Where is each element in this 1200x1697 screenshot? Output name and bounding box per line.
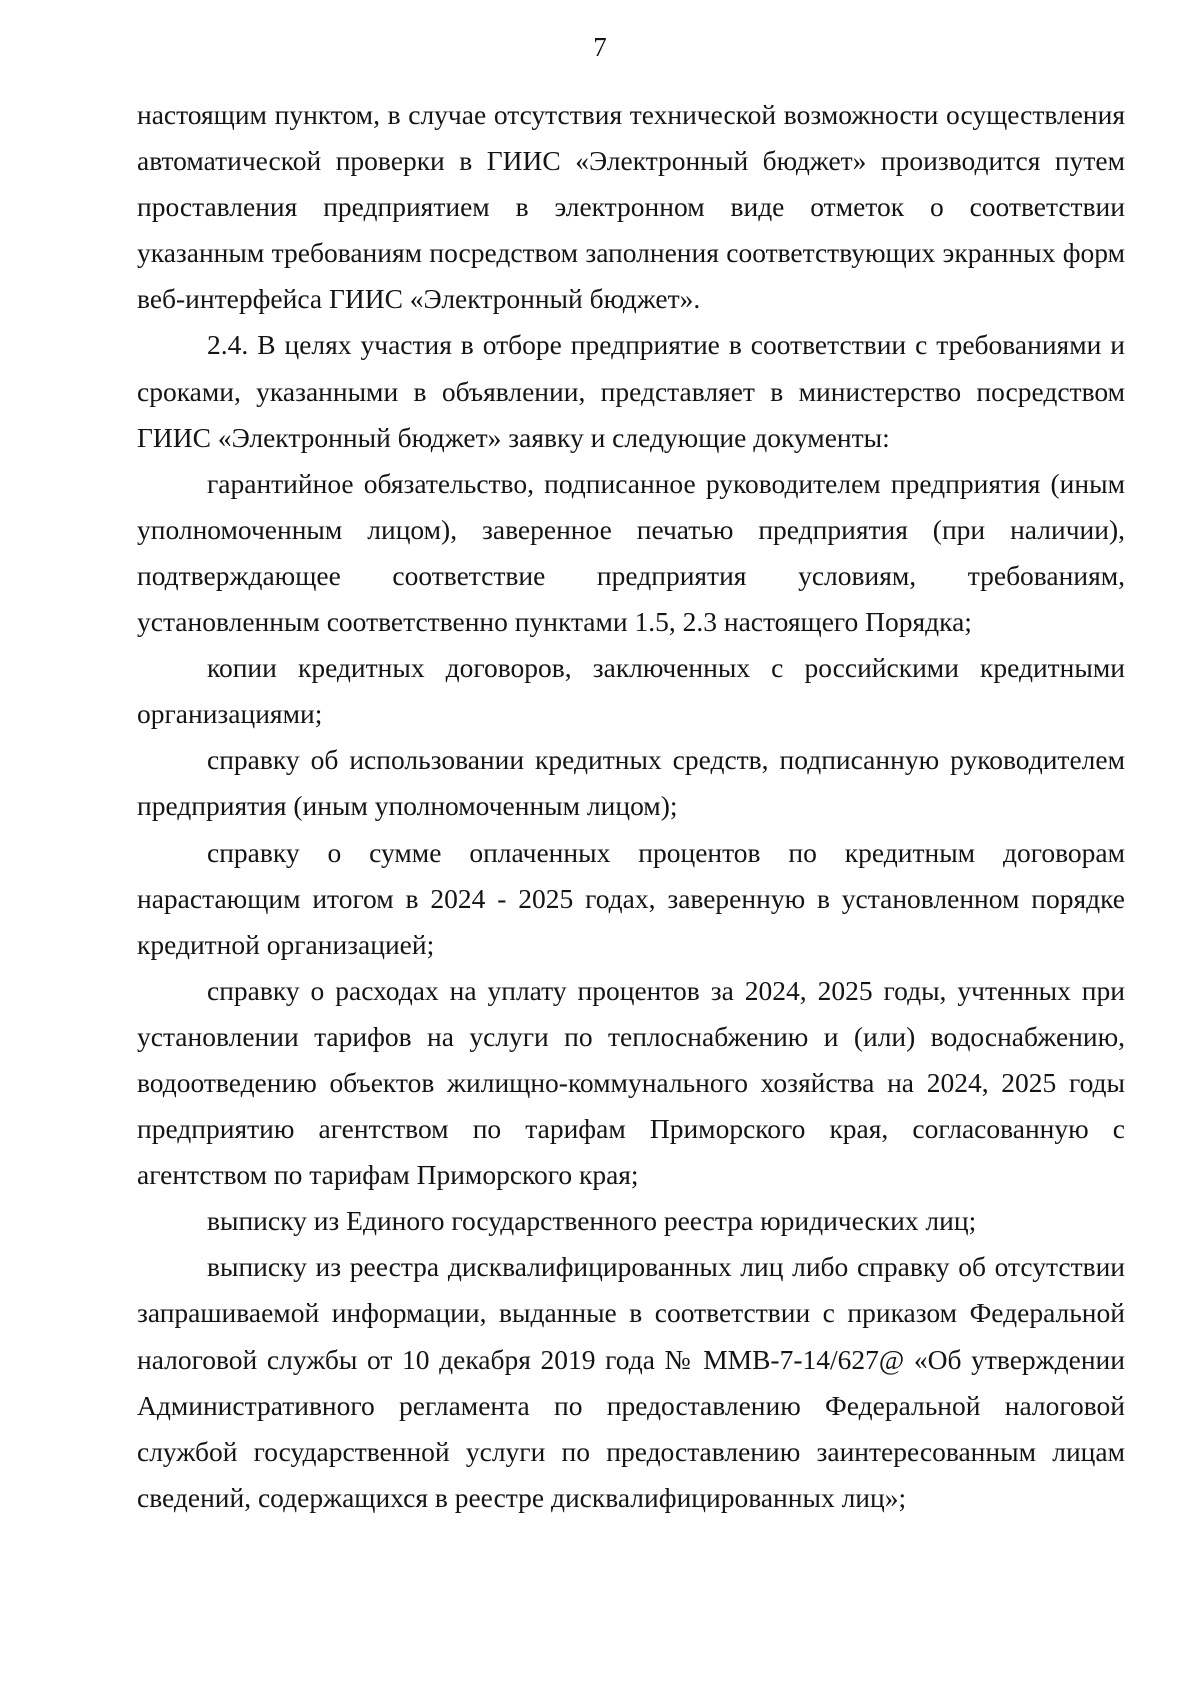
paragraph-guarantee-obligation: гарантийное обязательство, подписанное руководителем предприятия (иным уполномоченным лицом), заверенное печатью предприятия (при наличии), подтверждающее соответствие предприятия условиям, требованиям, установленным соответственно пунктами 1.5, 2.3 настоящего Порядка;	[137, 467, 1125, 638]
paragraph-disqualified-registry-extract: выписку из реестра дисквалифицированных лиц либо справку об отсутствии запрашиваемой информации, выданные в соответствии с приказом Федеральной налоговой службы от 10 декабря 2019 года № ММВ-7-14/627@ «Об утверждении Административного регламента по предоставлению Федеральной налоговой службой государственной услуги по предоставлению заинтересованным лицам сведений, содержащихся в реестре дисквалифицированных лиц»;	[137, 1251, 1125, 1513]
paragraph-egrul-extract: выписку из Единого государственного реестра юридических лиц;	[207, 1205, 977, 1237]
paragraph-interest-paid-certificate: справку о сумме оплаченных процентов по кредитным договорам нарастающим итогом в 2024 - 2025 годах, заверенную в установленном порядке кредитной организацией;	[137, 836, 1125, 960]
page-number: 7	[593, 32, 607, 62]
paragraph-interest-expenses-certificate: справку о расходах на уплату процентов за 2024, 2025 годы, учтенных при установлении тарифов на услуги по теплоснабжению и (или) водоснабжению, водоотведению объектов жилищно-коммунального хозяйства на 2024, 2025 годы предприятию агентством по тарифам Приморского края, согласованную с агентством по тарифам Приморского края;	[137, 974, 1125, 1191]
paragraph-continuation: настоящим пунктом, в случае отсутствия технической возможности осуществления автоматической проверки в ГИИС «Электронный бюджет» производится путем проставления предприятием в электронном виде отметок о соответствии указанным требованиям посредством заполнения соответствующих экранных форм веб-интерфейса ГИИС «Электронный бюджет».	[137, 99, 1125, 315]
paragraph-credit-agreements: копии кредитных договоров, заключенных с российскими кредитными организациями;	[137, 652, 1125, 730]
document-body	[137, 92, 1125, 1521]
paragraph-credit-usage-certificate: справку об использовании кредитных средств, подписанную руководителем предприятия (иным уполномоченным лицом);	[137, 744, 1125, 822]
paragraph-section-2-4: 2.4. В целях участия в отборе предприятие в соответствии с требованиями и сроками, указанными в объявлении, представляет в министерство посредством ГИИС «Электронный бюджет» заявку и следующие документы:	[137, 329, 1125, 453]
